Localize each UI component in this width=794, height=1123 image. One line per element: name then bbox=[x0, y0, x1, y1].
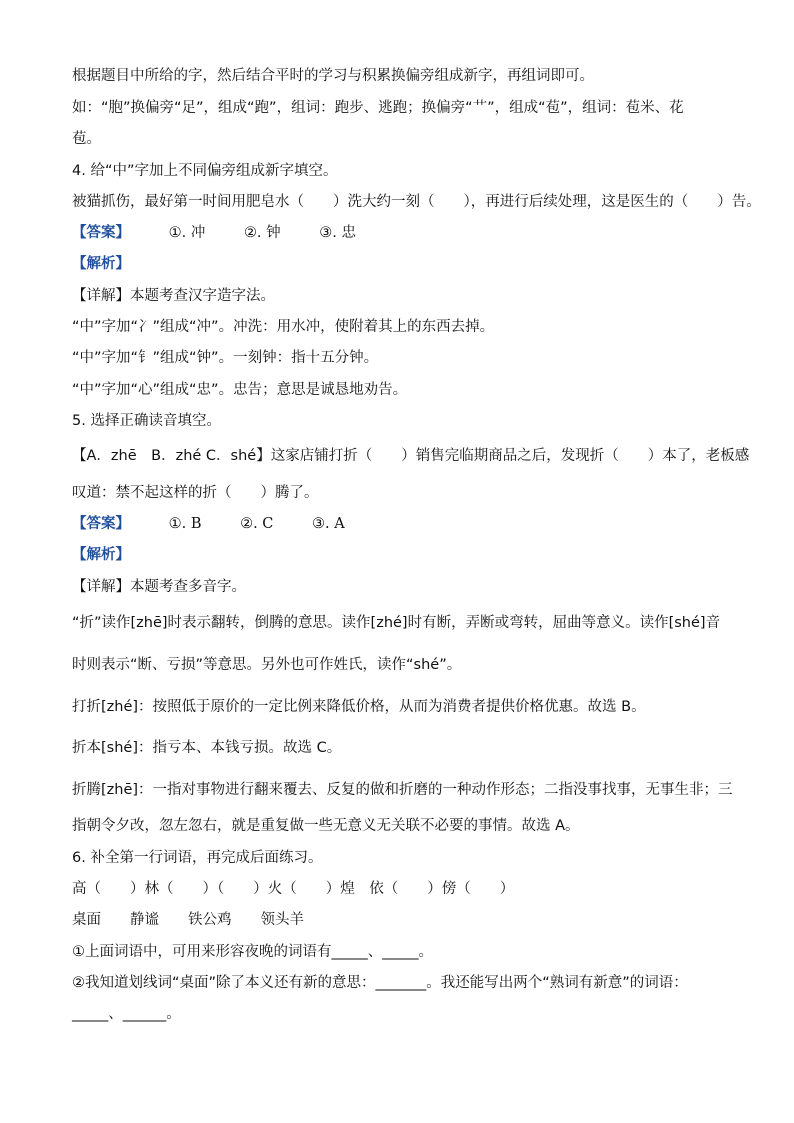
answer-row bbox=[72, 514, 734, 534]
answer-item: ①. B bbox=[168, 516, 202, 532]
text-line: 折本[shé]：指亏本、本钱亏损。故选 C。 bbox=[72, 740, 342, 756]
answer-row bbox=[72, 223, 734, 243]
question-6-sub: ②我知道划线词“桌面”除了本义还有新的意思：_______。我还能写出两个“熟词有新意”的词语： bbox=[72, 975, 688, 991]
question-6-sub: _____、______。 bbox=[72, 1006, 181, 1022]
text-line: 打折[zhé]：按照低于原价的一定比例来降低价格，从而为消费者提供价格优惠。故选 B。 bbox=[72, 699, 646, 715]
analysis-label: 【解析】 bbox=[72, 547, 130, 563]
text-line: 【详解】本题考查汉字造字法。 bbox=[72, 288, 275, 304]
answer-item: ①. 冲 bbox=[168, 225, 206, 241]
answer-item: ③. A bbox=[312, 516, 345, 532]
question-6-words: 桌面 静谧 铁公鸡 领头羊 bbox=[72, 912, 304, 928]
analysis-label: 【解析】 bbox=[72, 256, 130, 272]
text-line: 【详解】本题考查多音字。 bbox=[72, 579, 246, 595]
text-line: “中”字加“心”组成“忠”。忠告；意思是诚恳地劝告。 bbox=[72, 382, 408, 398]
question-6-row: 高（ ）林（ ）（ ）火（ ）煌 依（ ）傍（ ） bbox=[72, 881, 515, 897]
answer-item: ②. C bbox=[240, 516, 274, 532]
text-line: “中”字加“冫”组成“冲”。冲洗：用水冲，使附着其上的东西去掉。 bbox=[72, 319, 495, 335]
question-5-title: 5. 选择正确读音填空。 bbox=[72, 413, 221, 429]
answer-item: ③. 忠 bbox=[319, 225, 356, 241]
text-line: 时则表示“断、亏损”等意思。另外也可作姓氏，读作“shé”。 bbox=[72, 657, 462, 673]
text-line: 指朝令夕改，忽左忽右，就是重复做一些无意义无关联不必要的事情。故选 A。 bbox=[72, 818, 580, 834]
answer-label: 【答案】 bbox=[72, 225, 130, 241]
text-line: 如：“胞”换偏旁“足”，组成“跑”，组词：跑步、逃跑；换偏旁“艹”，组成“苞”，组词：苞米、花 bbox=[72, 100, 684, 116]
text-line: 苞。 bbox=[72, 131, 101, 147]
answer-label: 【答案】 bbox=[72, 516, 130, 532]
question-4-title: 4. 给“中”字加上不同偏旁组成新字填空。 bbox=[72, 163, 338, 179]
text-line: 折腾[zhē]：一指对事物进行翻来覆去、反复的做和折磨的一种动作形态；二指没事找事，无事生非；三 bbox=[72, 782, 733, 798]
answer-item: ②. 钟 bbox=[243, 225, 281, 241]
text-line: “折”读作[zhē]时表示翻转，倒腾的意思。读作[zhé]时有断，弄断或弯转，屈曲等意义。读作[shé]音 bbox=[72, 615, 721, 631]
question-5-text: 叹道：禁不起这样的折（ ）腾了。 bbox=[72, 485, 319, 501]
text-line: 根据题目中所给的字，然后结合平时的学习与积累换偏旁组成新字，再组词即可。 bbox=[72, 68, 594, 84]
question-4-text: 被猫抓伤，最好第一时间用肥皂水（ ）洗大约一刻（ ），再进行后续处理，这是医生的（ ）告。 bbox=[72, 194, 761, 210]
question-6-sub: ①上面词语中，可用来形容夜晚的词语有_____、_____。 bbox=[72, 944, 433, 960]
text-line: “中”字加“钅”组成“钟”。一刻钟：指十五分钟。 bbox=[72, 350, 379, 366]
question-6-title: 6. 补全第一行词语，再完成后面练习。 bbox=[72, 850, 323, 866]
question-5-text: 【A．zhē B．zhé C．shé】这家店铺打折（ ）销售完临期商品之后，发现折（ ）本了，老板感 bbox=[72, 448, 750, 464]
